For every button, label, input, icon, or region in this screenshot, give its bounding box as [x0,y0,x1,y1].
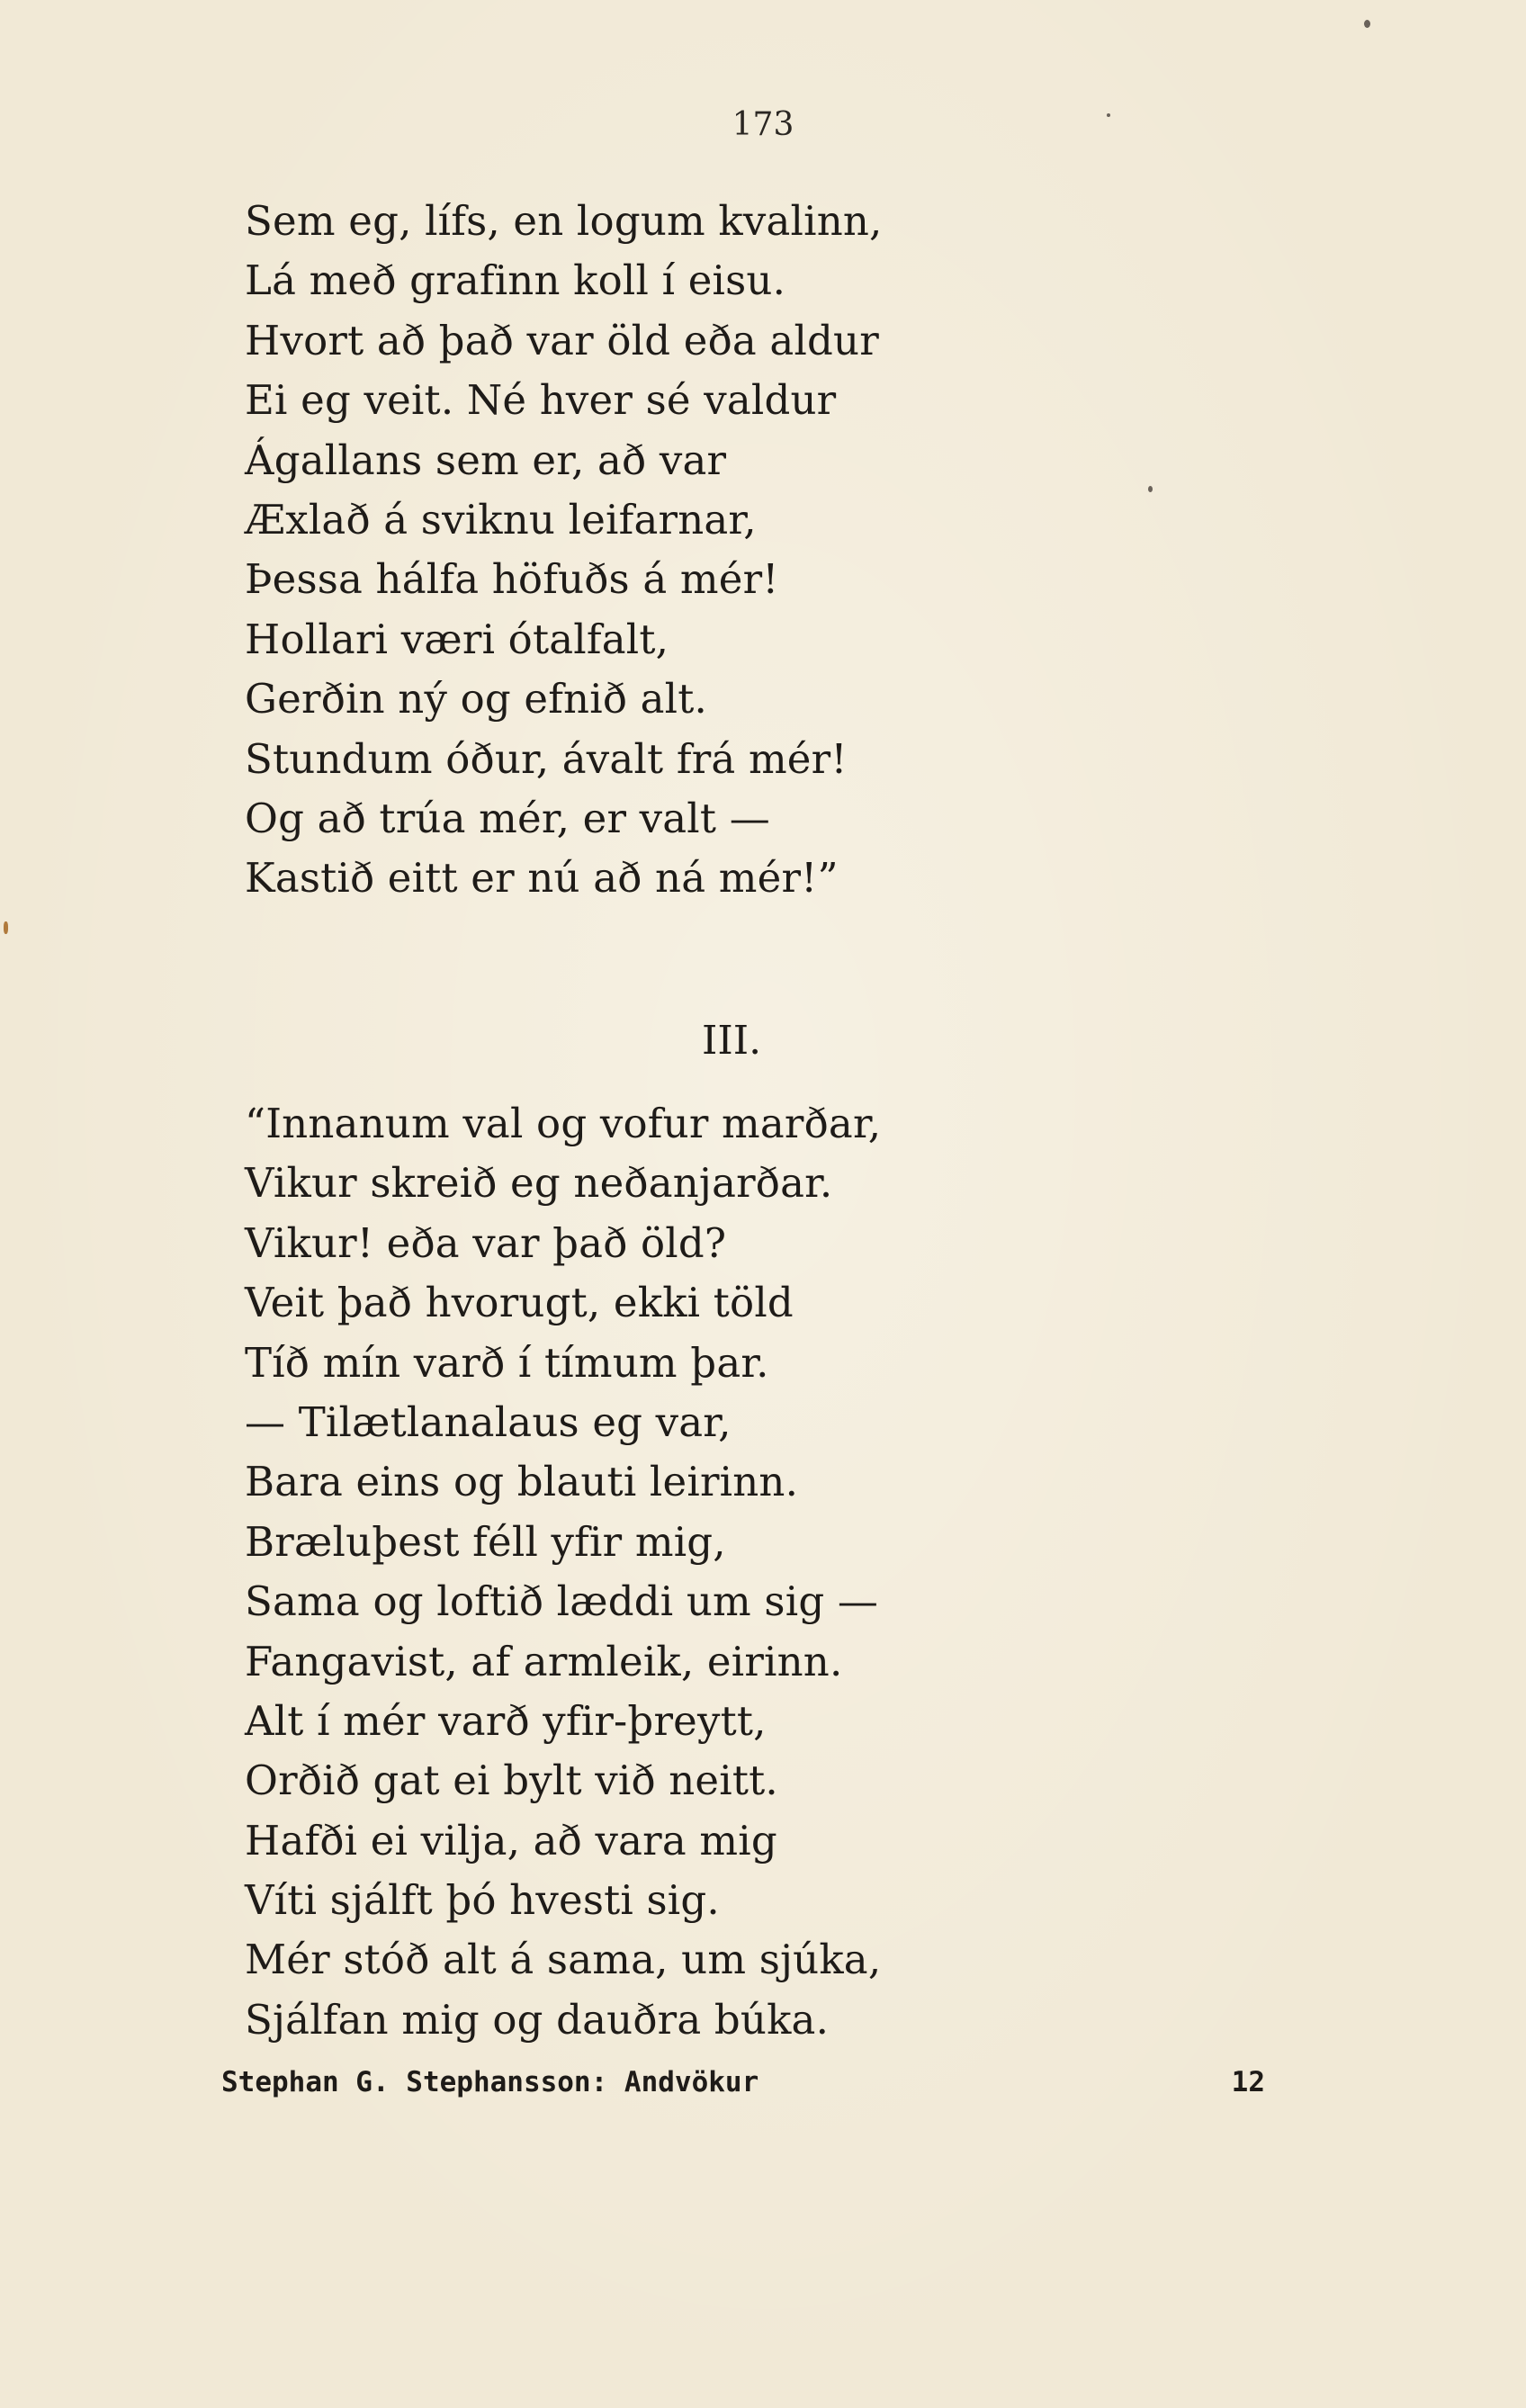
verse-line: Hvort að það var öld eða aldur [245,316,879,364]
verse-line: Sem eg, lífs, en logum kvalinn, [245,197,883,245]
stanza-1 [245,192,883,909]
verse-line: Orðið gat ei bylt við neitt. [245,1757,778,1805]
verse-line: Hafði ei vilja, að vara mig [245,1816,777,1864]
page-footer [221,2057,1265,2107]
stanza-2 [245,1094,881,2050]
verse-line: Mér stóð alt á sama, um sjúka, [245,1936,882,1984]
verse-line: Fangavist, af armleik, eirinn. [245,1637,843,1685]
verse-line: Ágallans sem er, að var [245,436,727,484]
verse-line: Gerðin ný og efnið alt. [245,675,708,723]
signature-mark: 12 [1231,2066,1265,2098]
verse-line: Kastið eitt er nú að ná mér!” [245,854,839,903]
paper-speck [4,921,8,934]
verse-line: Bara eins og blauti leirinn. [245,1458,799,1506]
verse-line: Víti sjálft þó hvesti sig. [245,1876,720,1925]
paper-speck [1107,113,1110,117]
section-heading: III. [702,1018,762,1064]
verse-line: “Innanum val og vofur marðar, [245,1100,882,1147]
verse-line: Æxlað á sviknu leifarnar, [245,495,757,544]
verse-line: Sama og loftið læddi um sig — [245,1577,879,1626]
verse-line: Tíð mín varð í tímum þar. [245,1338,769,1387]
verse-line: Stundum óður, ávalt frá mér! [245,734,848,783]
verse-line: — Tilætlanalaus eg var, [245,1397,732,1446]
verse-line: Vikur skreið eg neðanjarðar. [245,1159,833,1208]
page-number: 173 [732,106,794,143]
footer-title: Stephan G. Stephansson: Andvökur [221,2066,759,2098]
verse-line: Veit það hvorugt, ekki töld [245,1279,794,1327]
verse-line: Bræluþest féll yfir mig, [245,1517,726,1566]
verse-line: Alt í mér varð yfir-þreytt, [245,1696,767,1745]
verse-line: Vikur! eða var það öld? [245,1218,727,1267]
verse-line: Og að trúa mér, er valt — [245,794,770,842]
verse-line: Þessa hálfa höfuðs á mér! [245,555,779,604]
verse-line: Ei eg veit. Né hver sé valdur [245,376,837,425]
verse-line: Hollari væri ótalfalt, [245,615,669,663]
verse-line: Sjálfan mig og dauðra búka. [245,1995,830,2044]
paper-speck [1148,486,1153,492]
verse-line: Lá með grafinn koll í eisu. [245,256,786,305]
paper-speck [1364,20,1370,28]
